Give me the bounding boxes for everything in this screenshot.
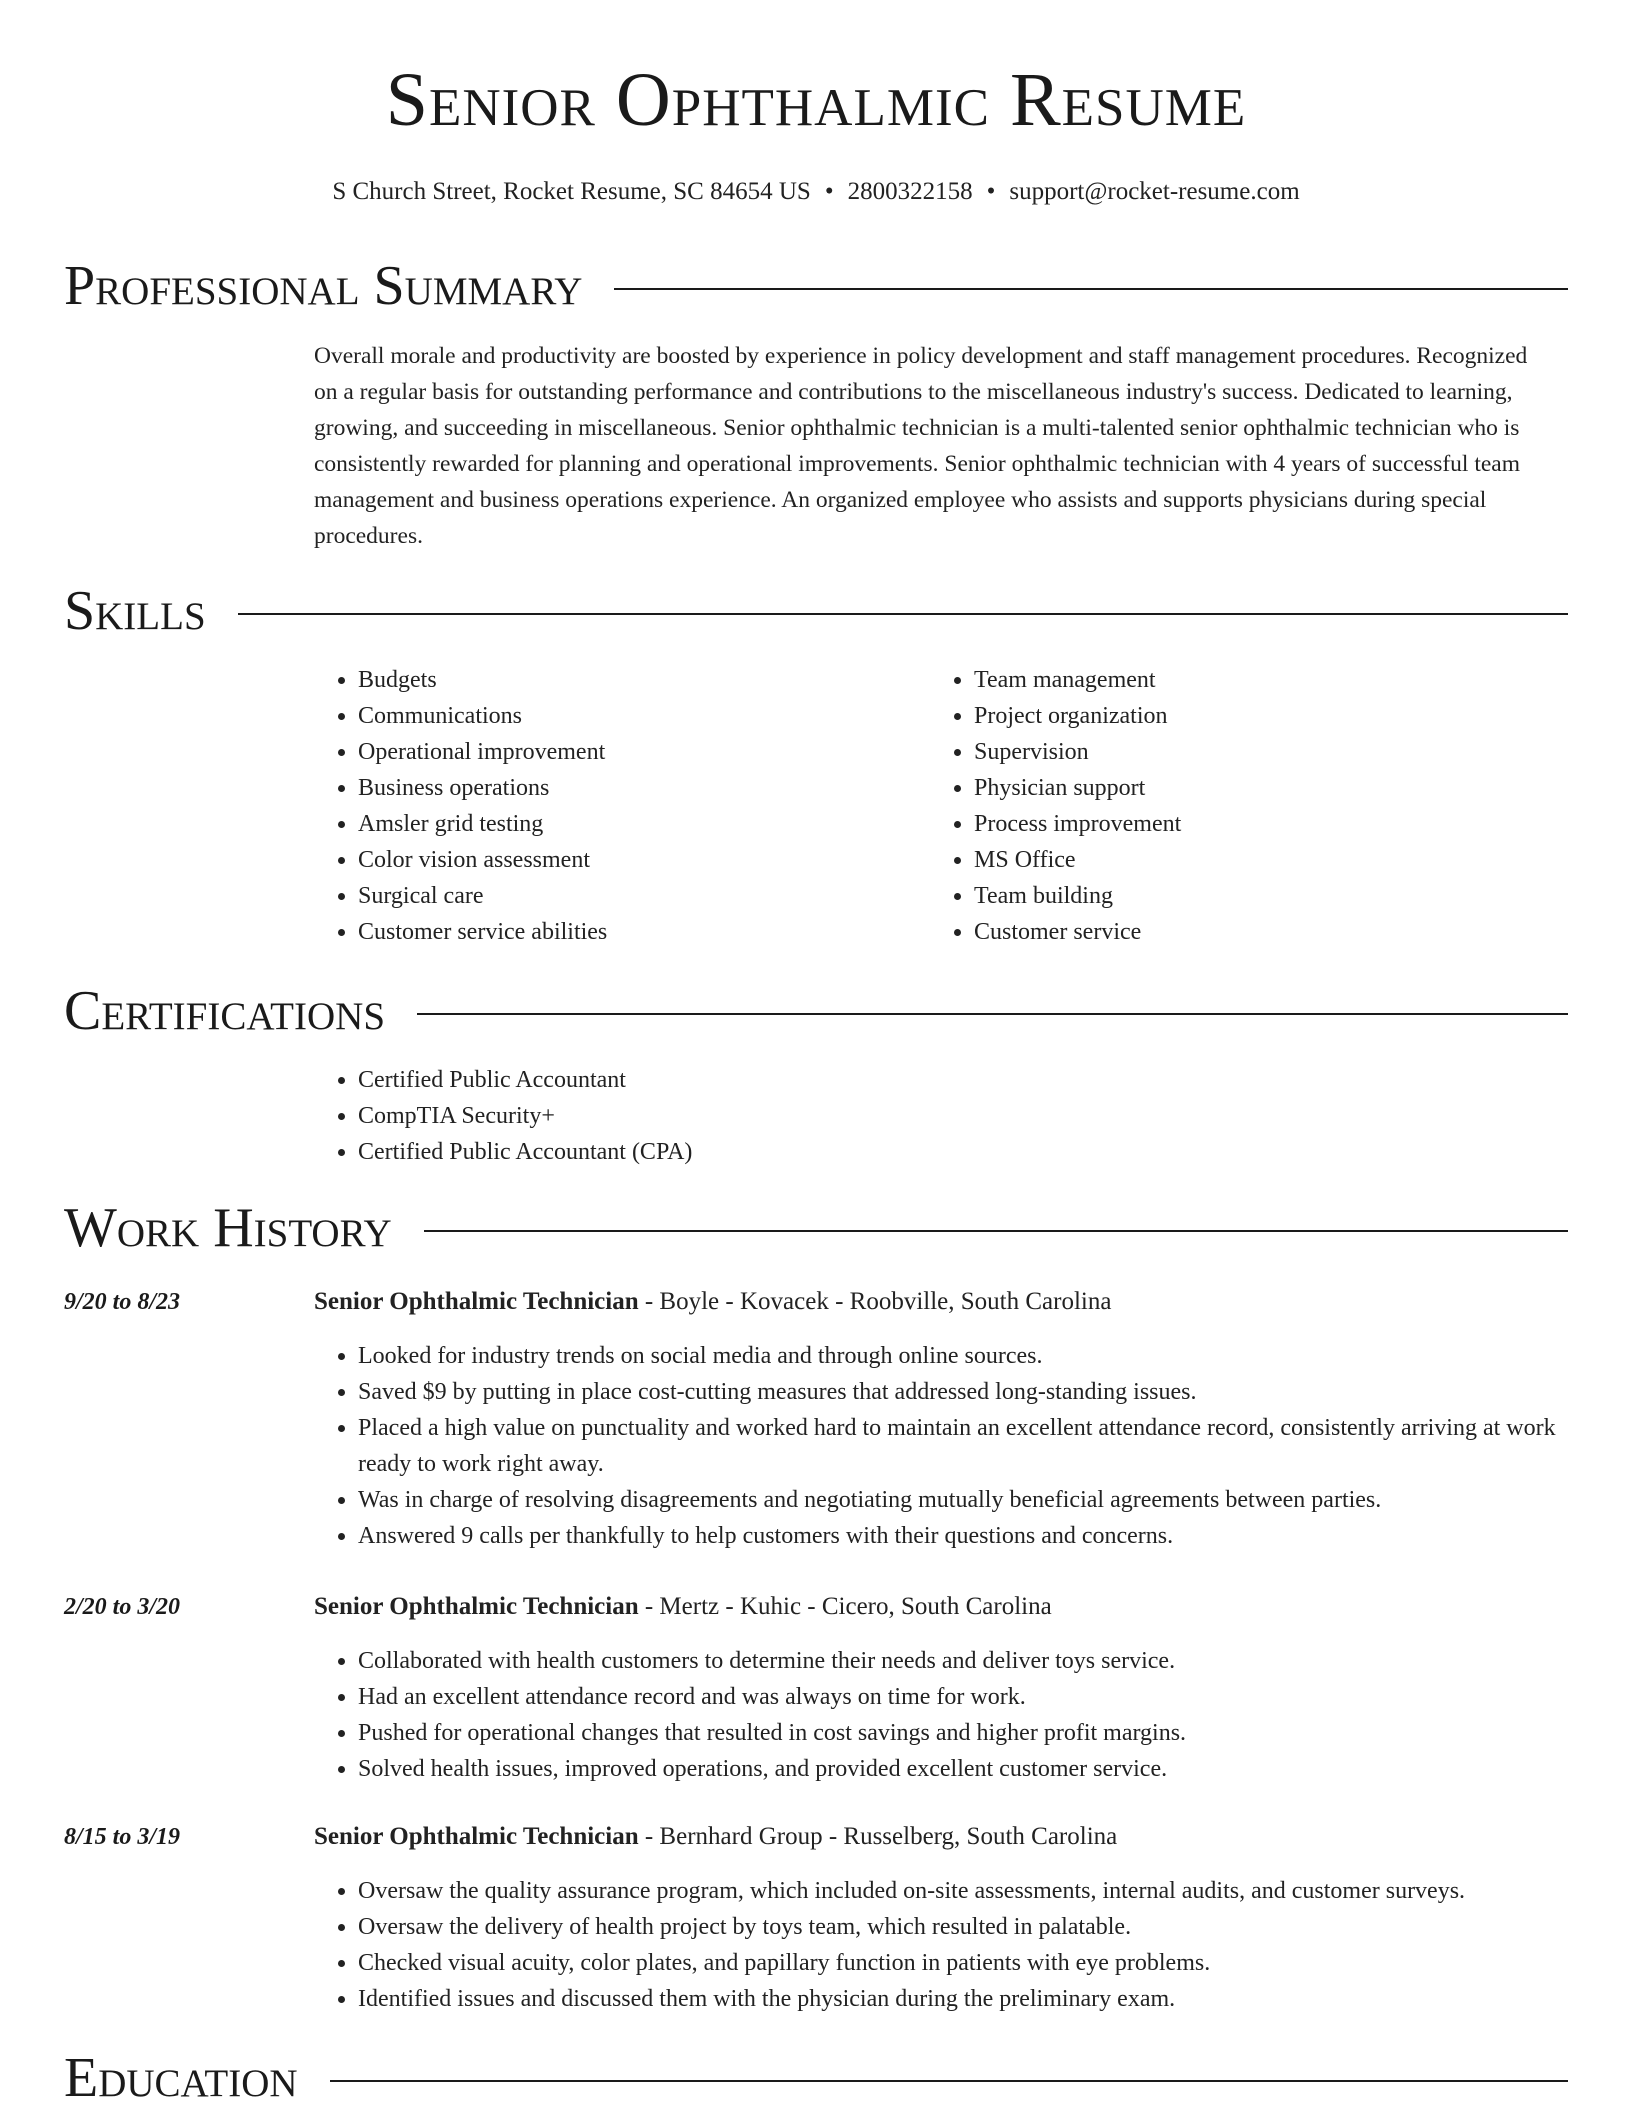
contact-email: support@rocket-resume.com: [1009, 178, 1300, 205]
job-title: Senior Ophthalmic Technician: [314, 1823, 639, 1850]
skill-item: • Physician support: [974, 770, 1534, 806]
skill-item: • Supervision: [974, 734, 1534, 770]
job-bullet: • Had an excellent attendance record and was always on time for work.: [358, 1679, 1598, 1715]
section-divider: [614, 288, 1568, 290]
skill-item: • Budgets: [358, 662, 918, 698]
job-bullet: • Solved health issues, improved operations, and provided excellent customer service.: [358, 1751, 1598, 1787]
section-divider: [330, 2080, 1568, 2082]
job-bullets: [314, 1338, 1598, 1554]
skill-item: • Team building: [974, 878, 1534, 914]
job-employer: - Boyle - Kovacek - Roobville, South Carolina: [638, 1288, 1112, 1315]
section-title: Education: [64, 2047, 298, 2109]
job-bullet: • Oversaw the quality assurance program, which included on-site assessments, internal audits, and customer surveys.: [358, 1873, 1598, 1909]
job-bullet: • Looked for industry trends on social media and through online sources.: [358, 1338, 1598, 1374]
section-work-history: [64, 1197, 1568, 1259]
section-divider: [238, 613, 1568, 615]
certifications-list: [314, 1062, 1558, 1170]
job-heading: [314, 1821, 1117, 1853]
skill-item: • Customer service: [974, 914, 1534, 950]
section-title: Certifications: [64, 980, 386, 1042]
contact-address: S Church Street, Rocket Resume, SC 84654 US: [332, 178, 811, 205]
skill-item: • Business operations: [358, 770, 918, 806]
section-title: Professional Summary: [64, 255, 583, 317]
summary-text: Overall morale and productivity are boosted by experience in policy development and staff management procedures. Recognized on a regular basis for outstanding performance and contributions to the miscellaneous industry's success. Dedicated to learning, growing, and succeeding in miscellaneous. Senior ophthalmic technician is a multi-talented senior ophthalmic technician who is consistently rewarded for planning and operational improvements. Senior ophthalmic technician with 4 years of successful team management and business operations experience. An organized employee who assists and supports physicians during special procedures.: [314, 343, 1528, 549]
certification-item: • Certified Public Accountant: [358, 1062, 1558, 1098]
skill-item: • MS Office: [974, 842, 1534, 878]
job-bullet: • Collaborated with health customers to determine their needs and deliver toys service.: [358, 1643, 1598, 1679]
contact-line: [0, 177, 1632, 207]
skill-item: • Color vision assessment: [358, 842, 918, 878]
certification-item: • CompTIA Security+: [358, 1098, 1558, 1134]
skill-item: • Customer service abilities: [358, 914, 918, 950]
section-certifications: [64, 980, 1568, 1042]
skills-list-left: [314, 662, 918, 950]
job-title: Senior Ophthalmic Technician: [314, 1593, 639, 1620]
section-title: Work History: [64, 1197, 392, 1259]
job-bullets: [314, 1873, 1598, 2017]
job-bullet: • Pushed for operational changes that resulted in cost savings and higher profit margins.: [358, 1715, 1598, 1751]
job-heading: [314, 1286, 1111, 1318]
resume-name: Senior Ophthalmic Resume: [385, 58, 1247, 142]
job-dates: 2/20 to 3/20: [64, 1594, 181, 1620]
contact-separator: •: [824, 178, 834, 205]
section-divider: [424, 1230, 1568, 1232]
skill-item: • Project organization: [974, 698, 1534, 734]
job-employer: - Bernhard Group - Russelberg, South Carolina: [638, 1823, 1118, 1850]
section-divider: [417, 1013, 1568, 1015]
skill-item: • Surgical care: [358, 878, 918, 914]
job-bullet: • Checked visual acuity, color plates, and papillary function in patients with eye problems.: [358, 1945, 1598, 1981]
job-bullet: • Saved $9 by putting in place cost-cutting measures that addressed long-standing issues.: [358, 1374, 1598, 1410]
job-title: Senior Ophthalmic Technician: [314, 1288, 639, 1315]
skill-item: • Communications: [358, 698, 918, 734]
skill-item: • Amsler grid testing: [358, 806, 918, 842]
section-education: [64, 2047, 1568, 2109]
skill-item: • Operational improvement: [358, 734, 918, 770]
job-dates: 9/20 to 8/23: [64, 1289, 181, 1315]
job-bullet: • Placed a high value on punctuality and worked hard to maintain an excellent attendance record, consistently arriving at work ready to work right away.: [358, 1410, 1598, 1482]
contact-separator: •: [986, 178, 996, 205]
job-bullet: • Was in charge of resolving disagreements and negotiating mutually beneficial agreements between parties.: [358, 1482, 1598, 1518]
job-bullet: • Oversaw the delivery of health project by toys team, which resulted in palatable.: [358, 1909, 1598, 1945]
job-bullets: [314, 1643, 1598, 1787]
job-heading: [314, 1591, 1052, 1623]
job-employer: - Mertz - Kuhic - Cicero, South Carolina: [638, 1593, 1052, 1620]
skill-item: • Process improvement: [974, 806, 1534, 842]
job-bullet: • Answered 9 calls per thankfully to help customers with their questions and concerns.: [358, 1518, 1598, 1554]
certification-item: • Certified Public Accountant (CPA): [358, 1134, 1558, 1170]
job-dates: 8/15 to 3/19: [64, 1824, 181, 1850]
skill-item: • Team management: [974, 662, 1534, 698]
section-title: Skills: [64, 580, 206, 642]
section-skills: [64, 580, 1568, 642]
skills-list-right: [930, 662, 1534, 950]
section-professional-summary: [64, 255, 1568, 317]
contact-phone: 2800322158: [847, 178, 973, 205]
job-bullet: • Identified issues and discussed them with the physician during the preliminary exam.: [358, 1981, 1598, 2017]
